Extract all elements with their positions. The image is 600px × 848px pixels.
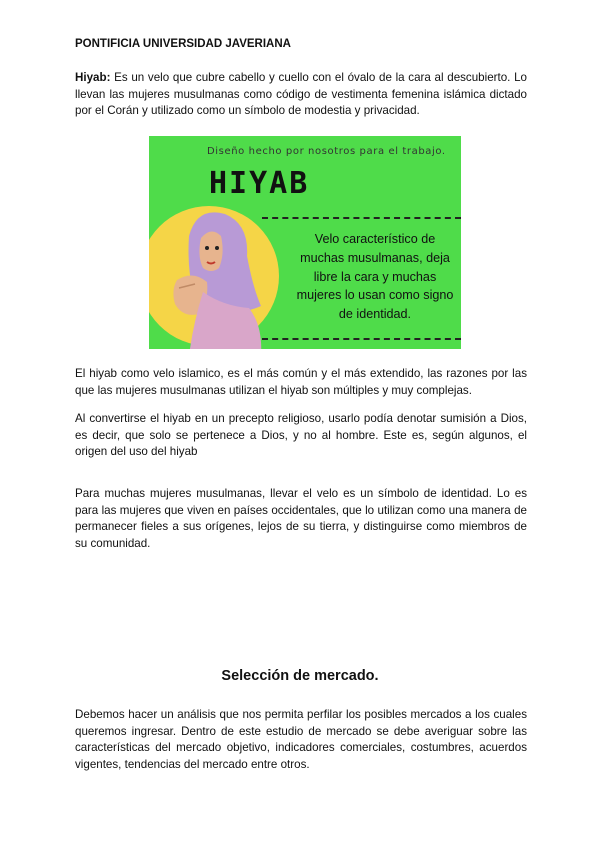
figure-caption: Diseño hecho por nosotros para el trabajo.	[207, 146, 446, 157]
body-paragraph: El hiyab como velo islamico, es el más común y el más extendido, las razones por las que las mujeres musulmanas utilizan el hiyab son múltiples y muy complejas.	[75, 367, 527, 397]
figure-divider-bottom	[262, 338, 461, 340]
intro-term: Hiyab:	[75, 71, 111, 84]
hiyab-figure	[149, 136, 461, 349]
woman-illustration	[149, 196, 279, 349]
figure-text: Velo característico de muchas musulmanas, deja libre la cara y muchas mujeres lo usan como signo de identidad.	[296, 232, 454, 322]
figure-divider-top	[262, 217, 461, 219]
section-title: Selección de mercado.	[221, 668, 379, 684]
body-paragraph: Al convertirse el hiyab en un precepto religioso, usarlo podía denotar sumisión a Dios, es decir, que solo se pertenece a Dios, y no al hombre. Este es, según algunos, el origen del uso del hiyab	[75, 412, 527, 458]
intro-text: Es un velo que cubre cabello y cuello con el óvalo de la cara al descubierto. Lo llevan las mujeres musulmanas como código de vestimenta femenina islámica dictado por el Corán y utilizado como un símbolo de modestia y privacidad.	[75, 71, 527, 117]
document-header: PONTIFICIA UNIVERSIDAD JAVERIANA	[75, 38, 291, 50]
figure-title: HIYAB	[209, 166, 310, 201]
section-paragraph: Debemos hacer un análisis que nos permita perfilar los posibles mercados a los cuales queremos ingresar. Dentro de este estudio de mercado se debe averiguar sobre las características del mercado objetivo, indicadores comerciales, costumbres, acuerdos vigentes, tendencias del mercado entre otros.	[75, 708, 527, 771]
face-shape	[199, 231, 222, 271]
body-paragraph: Para muchas mujeres musulmanas, llevar el velo es un símbolo de identidad. Lo es para las mujeres que viven en países occidentales, que lo utilizan como una manera de permanecer fieles a sus orígenes, lejos de su tierra, y distinguirse como miembros de su comunidad.	[75, 487, 527, 550]
intro-paragraph	[75, 70, 527, 120]
